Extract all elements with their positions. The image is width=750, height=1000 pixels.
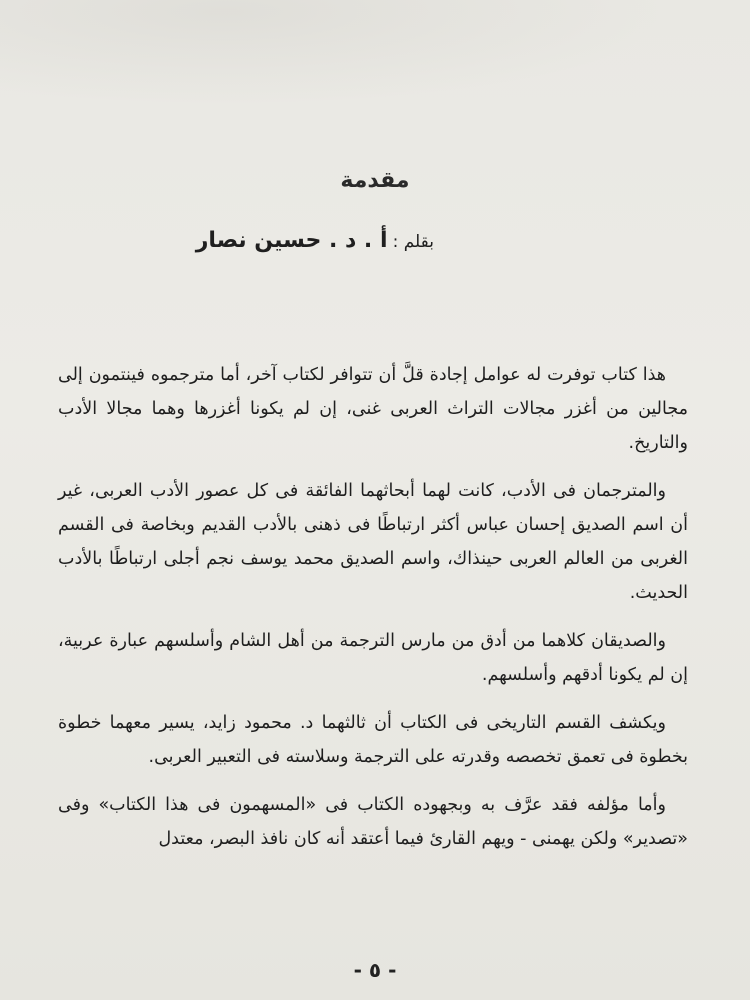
show-through-shadow — [0, 0, 750, 120]
byline-label: بقلم : — [392, 232, 434, 252]
author-byline — [196, 228, 434, 253]
chapter-heading: مقدمة — [340, 168, 410, 193]
paragraph: ويكشف القسم التاريخى فى الكتاب أن ثالثهما د. محمود زايد، يسير معهما خطوة بخطوة فى تعمق تخصصه وقدرته على الترجمة وسلاسته فى التعبير العربى. — [58, 713, 688, 767]
author-name: أ . د . حسين نصار — [195, 228, 388, 253]
body-text — [58, 358, 688, 870]
paragraph: وأما مؤلفه فقد عرَّف به وبجهوده الكتاب فى «المسهمون فى هذا الكتاب» وفى «تصدير» ولكن يهمنى - ويهم القارئ فيما أعتقد أنه كان نافذ البصر، معتدل — [58, 795, 688, 849]
paragraph: والمترجمان فى الأدب، كانت لهما أبحاثهما الفائقة فى كل عصور الأدب العربى، غير أن اسم الصديق إحسان عباس أكثر ارتباطًا فى ذهنى بالأدب القديم وبخاصة فى القسم الغربى من العالم العربى حينذاك، واسم الصديق محمد يوسف نجم أجلى ارتباطًا بالأدب الحديث. — [58, 481, 688, 603]
page-number: - ٥ - — [353, 958, 397, 982]
paragraph: والصديقان كلاهما من أدق من مارس الترجمة من أهل الشام وأسلسهم عبارة عربية، إن لم يكونا أدقهم وأسلسهم. — [58, 631, 688, 685]
paragraph: هذا كتاب توفرت له عوامل إجادة قلَّ أن تتوافر لكتاب آخر، أما مترجموه فينتمون إلى مجالين من أغزر مجالات التراث العربى غنى، إن لم يكونا أغزرها وهما مجالا الأدب والتاريخ. — [58, 365, 688, 453]
